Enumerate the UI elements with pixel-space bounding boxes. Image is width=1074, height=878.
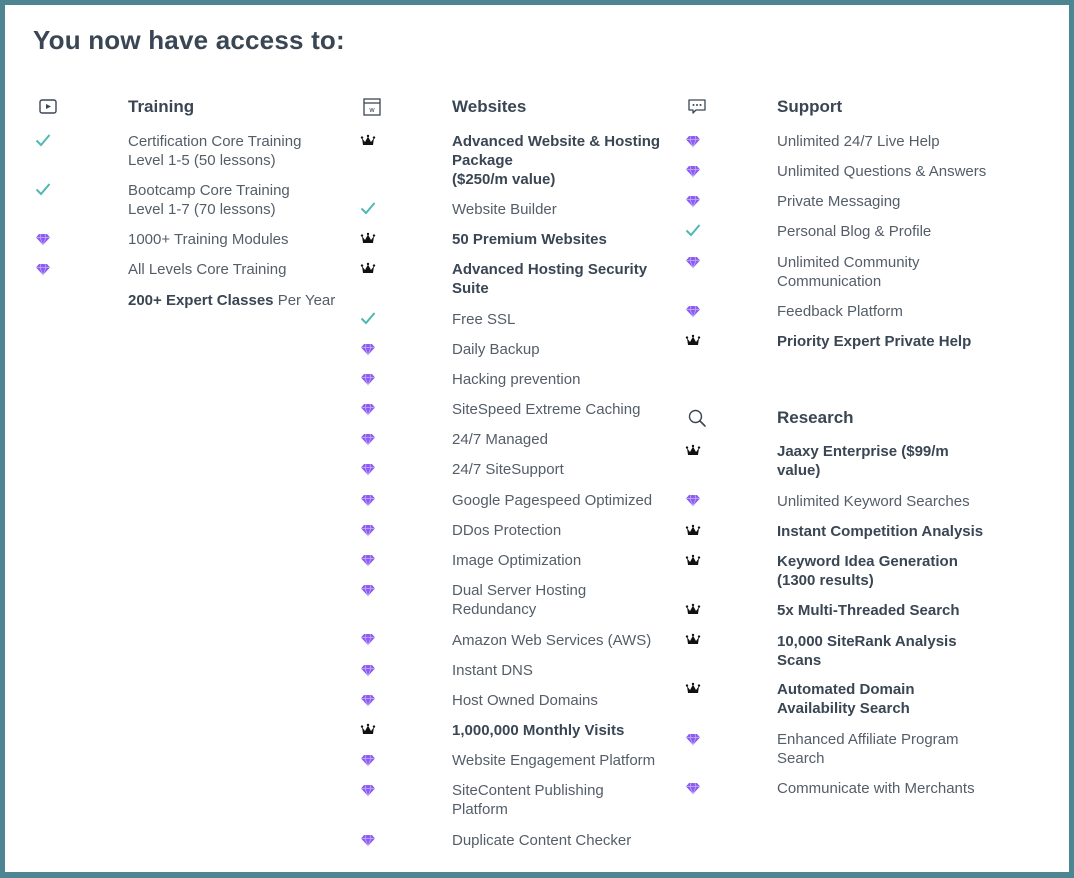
gem-icon <box>685 493 701 507</box>
list-item: Advanced Hosting Security Suite <box>452 261 648 297</box>
list-item: Unlimited Questions & Answers <box>777 163 987 180</box>
list-item-rest: Per Year <box>273 292 336 309</box>
crown-icon <box>360 723 376 737</box>
list-item: Feedback Platform <box>777 303 903 320</box>
gem-icon <box>360 342 376 356</box>
crown-icon <box>360 232 376 246</box>
crown-icon <box>685 682 701 696</box>
list-item: Duplicate Content Checker <box>452 832 632 849</box>
gem-icon <box>685 134 701 148</box>
gem-icon <box>360 632 376 646</box>
list-item: Amazon Web Services (AWS) <box>452 632 652 649</box>
chat-bubble-icon <box>687 97 707 117</box>
crown-icon <box>685 524 701 538</box>
list-item: Priority Expert Private Help <box>777 333 972 350</box>
list-item <box>128 291 358 310</box>
crown-icon <box>685 633 701 647</box>
websites-title: Websites <box>452 97 527 116</box>
list-item: Image Optimization <box>452 552 582 569</box>
list-item: SiteContent Publishing Platform <box>452 782 604 818</box>
gem-icon <box>360 583 376 597</box>
list-item: 5x Multi-Threaded Search <box>777 602 960 619</box>
list-item: Enhanced Affiliate Program Search <box>777 731 959 767</box>
gem-icon <box>685 732 701 746</box>
gem-icon <box>360 783 376 797</box>
list-item: DDos Protection <box>452 522 562 539</box>
gem-icon <box>360 693 376 707</box>
list-item: Bootcamp Core Training Level 1-7 (70 lessons) <box>128 182 290 218</box>
gem-icon <box>35 262 51 276</box>
gem-icon <box>685 781 701 795</box>
gem-icon <box>360 432 376 446</box>
check-icon <box>35 133 51 147</box>
list-item: Google Pagespeed Optimized <box>452 492 653 509</box>
list-item: 10,000 SiteRank Analysis Scans <box>777 633 957 669</box>
gem-icon <box>360 753 376 767</box>
gem-icon <box>360 493 376 507</box>
list-item: Website Builder <box>452 201 557 218</box>
list-item: SiteSpeed Extreme Caching <box>452 401 641 418</box>
check-icon <box>360 201 376 215</box>
gem-icon <box>360 833 376 847</box>
magnifier-icon <box>687 408 707 428</box>
video-play-icon <box>38 97 58 117</box>
list-item: 1,000,000 Monthly Visits <box>452 722 625 739</box>
list-item: Hacking prevention <box>452 371 581 388</box>
gem-icon <box>360 553 376 567</box>
list-item: Automated Domain Availability Search <box>777 681 915 717</box>
list-item: Daily Backup <box>452 341 540 358</box>
list-item: Private Messaging <box>777 193 901 210</box>
list-item: Communicate with Merchants <box>777 780 975 797</box>
list-item: Jaaxy Enterprise ($99/m value) <box>777 443 949 479</box>
list-item: 50 Premium Websites <box>452 231 607 248</box>
gem-icon <box>360 462 376 476</box>
website-window-icon <box>362 97 382 117</box>
gem-icon <box>685 194 701 208</box>
page-title: You now have access to: <box>33 25 345 55</box>
list-item: Instant Competition Analysis <box>777 523 984 540</box>
check-icon <box>360 311 376 325</box>
list-item: Unlimited Community Communication <box>777 254 920 290</box>
gem-icon <box>685 255 701 269</box>
svg-text:w: w <box>369 106 375 114</box>
research-title: Research <box>777 408 854 427</box>
gem-icon <box>35 232 51 246</box>
list-item: 24/7 SiteSupport <box>452 461 564 478</box>
training-title: Training <box>128 97 195 116</box>
list-item: 1000+ Training Modules <box>128 231 289 248</box>
support-title: Support <box>777 97 843 116</box>
gem-icon <box>685 304 701 318</box>
list-item: Unlimited 24/7 Live Help <box>777 133 940 150</box>
list-item: Host Owned Domains <box>452 692 598 709</box>
list-item: Unlimited Keyword Searches <box>777 493 970 510</box>
list-item: Website Engagement Platform <box>452 752 656 769</box>
crown-icon <box>685 444 701 458</box>
check-icon <box>685 223 701 237</box>
crown-icon <box>360 134 376 148</box>
list-item: Free SSL <box>452 311 516 328</box>
gem-icon <box>360 372 376 386</box>
gem-icon <box>360 663 376 677</box>
list-item: 24/7 Managed <box>452 431 548 448</box>
crown-icon <box>685 554 701 568</box>
check-icon <box>35 182 51 196</box>
crown-icon <box>360 262 376 276</box>
list-item: Instant DNS <box>452 662 533 679</box>
list-item: All Levels Core Training <box>128 261 287 278</box>
crown-icon <box>685 603 701 617</box>
gem-icon <box>360 523 376 537</box>
list-item: Dual Server Hosting Redundancy <box>452 582 587 618</box>
gem-icon <box>685 164 701 178</box>
list-item-bold: 200+ Expert Classes <box>128 292 274 309</box>
list-item: Keyword Idea Generation (1300 results) <box>777 553 958 589</box>
list-item: Advanced Website & Hosting Package ($250/m value) <box>452 133 661 188</box>
list-item: Certification Core Training Level 1-5 (50 lessons) <box>128 133 302 169</box>
gem-icon <box>360 402 376 416</box>
crown-icon <box>685 334 701 348</box>
list-item: Personal Blog & Profile <box>777 223 932 240</box>
